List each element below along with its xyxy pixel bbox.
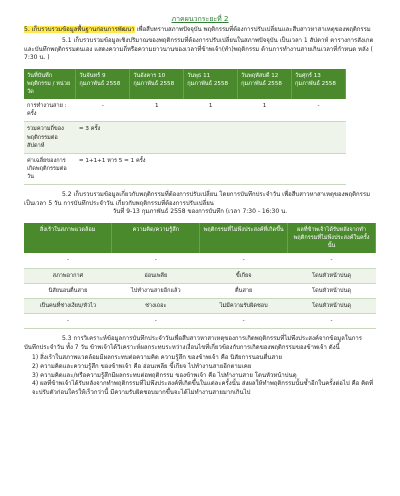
table-cell: โดนหัวหน้าบ่นดุ <box>288 298 376 313</box>
table1-header-cell: วันที่บันทึกพฤติกรรม / หน่วยวัด <box>24 69 76 99</box>
paragraph-5-2-date: วันที่ 9-13 กุมภาพันธ์ 2558 ของการบันทึก (เวลา 7:30 - 16:30 น. <box>112 208 288 216</box>
table1-header-cell: วันพุธ 11 กุมภาพันธ์ 2558 <box>184 69 238 99</box>
list-item: 4) ผลที่ข้าพเจ้าได้รับหลังจากทำพฤติกรรมที่ไม่พึงประสงค์ที่เกิดขึ้นในแต่ละครั้งนั้น ส่งผลให้ทำพฤติกรรมนั้นซ้ำอีกในครั้งต่อไป คือ คิดที่จะปรับตัวก่อนใครให้เร็วกว่านี้ มีความรับผิดชอบมากขึ้นจะได้ไม่ทำงานสายมากเกินไป <box>32 380 374 397</box>
paragraph-5-3: 5.3 การวิเคราะห์ข้อมูลการบันทึกประจำวันเพื่อสืบสาวหาสาเหตุของการเกิดพฤติกรรมที่ไม่พึงประสงค์จากข้อมูลในการบันทึกประจำวัน ทั้ง 7 วัน ข้าพเจ้าได้วิเคราะห์ผลกระทบระหว่างเงื่อนไขที่เกี่ยวข้องกับการเกิดของพฤติกรรมของข้าพเจ้า ดังนี้ <box>24 335 363 351</box>
table-cell: - <box>112 253 200 268</box>
section-5-heading-rest: เพื่อสืบทราบสภาพปัจจุบัน พฤติกรรมที่ต้องการปรับเปลี่ยนและสืบสาวหาสาเหตุของพฤติกรรม <box>134 26 371 34</box>
table-cell: 1 <box>184 99 238 122</box>
table-row <box>24 313 376 328</box>
table-cell: - <box>288 253 376 268</box>
table1-header-cell: วันจันทร์ 9 กุมภาพันธ์ 2558 <box>76 69 130 99</box>
table-cell: ไปทำงานสายอีกแล้ว <box>112 283 200 298</box>
behavior-frequency-table <box>24 69 346 185</box>
list-item: 3) ความคิดและ/หรือความรู้สึกมีผลกระทบต่อพฤติกรรม ของข้าพเจ้า คือ ไปทำงานสาย โดนหัวหน้าบ่นดุ <box>32 371 297 379</box>
paragraph-5-1: 5.1 เก็บรวบรวมข้อมูลเชิงปริมาณของพฤติกรรมที่ต้องการปรับเปลี่ยนในสภาพปัจจุบัน เป็นเวลา 1 สัปดาห์ ตารางการสังเกตและบันทึกพฤติกรรมตนเอง แสดงความถี่หรือความยาวนานของเวลาที่ข้าพเจ้า(ทำ)พฤติกรรม ด้านการทำงานสายเกินเวลาที่กำหนด หลัง ( 7:30 น. ) <box>24 36 374 62</box>
table-cell: โดนหัวหน้าบ่นดุ <box>288 268 376 283</box>
table-cell: การทำงานสาย : ครั้ง <box>24 99 76 122</box>
table-cell: 1 <box>238 99 292 122</box>
table-cell: = 3 ครั้ง <box>76 122 346 153</box>
table1-header-row <box>24 69 346 99</box>
section-5-heading <box>24 26 376 35</box>
table2-header-cell: ความคิด/ความรู้สึก <box>112 223 200 253</box>
table1-header-cell: วันพฤหัสบดี 12 กุมภาพันธ์ 2558 <box>238 69 292 99</box>
list-item: 1) สิ่งเร้าในสภาพแวดล้อมมีผลกระทบต่อความคิด ความรู้สึก ของข้าพเจ้า คือ นิสัยการนอนตื่นสาย <box>32 354 283 362</box>
paragraph-5-2: 5.2 เก็บรวบรวมข้อมูลเกี่ยวกับพฤติกรรมที่ต้องการปรับเปลี่ยน โดยการบันทึกประจำวัน เพื่อสืบสาวหาสาเหตุของพฤติกรรม เป็นเวลา 5 วัน การบันทึกประจำวัน เกี่ยวกับพฤติกรรมที่ต้องการปรับเปลี่ยน <box>24 191 371 207</box>
table-cell: = 1+1+1 หาร 5 = 1 ครั้ง <box>76 153 346 184</box>
table2-header-cell: ผลที่ข้าพเจ้าได้รับหลังจากทำพฤติกรรมที่ไม่พึงประสงค์ในครั้งนั้น <box>288 223 376 253</box>
table-cell: ช่างเถอะ <box>112 298 200 313</box>
table-cell: - <box>112 313 200 328</box>
table-row <box>24 298 376 313</box>
analysis-list <box>24 354 376 397</box>
table-cell: - <box>24 313 112 328</box>
table-cell: - <box>200 253 288 268</box>
table-cell: ไม่มีความรับผิดชอบ <box>200 298 288 313</box>
table-row <box>24 268 376 283</box>
table-cell: นิสัยนอนตื่นสาย <box>24 283 112 298</box>
table2-header-row <box>24 223 376 253</box>
section-5-highlight: 5. เก็บรวบรวมข้อมูลพื้นฐานก่อนการพัฒนา <box>24 26 135 34</box>
table-cell: - <box>200 313 288 328</box>
table-cell: สภาพอากาศ <box>24 268 112 283</box>
table-cell: - <box>288 313 376 328</box>
table1-header-cell: วันอังคาร 10 กุมภาพันธ์ 2558 <box>130 69 184 99</box>
table1-header-cell: วันศุกร์ 13 กุมภาพันธ์ 2558 <box>292 69 346 99</box>
table-row <box>24 122 346 153</box>
table2-header-cell: สิ่งเร้าในสภาพแวดล้อม <box>24 223 112 253</box>
table-cell: 1 <box>130 99 184 122</box>
table-cell: ค่าเฉลี่ยของการเกิดพฤติกรรมต่อวัน <box>24 153 76 184</box>
table-cell: เป็นคนที่ช่างเงียบ/หัวไว <box>24 298 112 313</box>
table-row <box>24 99 346 122</box>
table-cell: ขี้เกียจ <box>200 268 288 283</box>
table-cell: อ่อนเพลีย <box>112 268 200 283</box>
appendix-title: ภาคผนวกระยะที่ 2 <box>171 15 229 23</box>
table-cell: รวมความถี่ของพฤติกรรมต่อสัปดาห์ <box>24 122 76 153</box>
table2-header-cell: พฤติกรรมที่ไม่พึงประสงค์ที่เกิดขึ้น <box>200 223 288 253</box>
table-cell: โดนหัวหน้าบ่นดุ <box>288 283 376 298</box>
list-item: 2) ความคิดและความรู้สึก ของข้าพเจ้า คือ อ่อนเพลีย ขี้เกียจ ไปทำงานสายอีกตามเคย <box>32 363 252 371</box>
table-row <box>24 283 376 298</box>
table-cell: - <box>24 253 112 268</box>
table-cell: - <box>292 99 346 122</box>
diary-analysis-table <box>24 223 376 329</box>
table-row <box>24 153 346 184</box>
table-cell: - <box>76 99 130 122</box>
table-cell: ตื่นสาย <box>200 283 288 298</box>
table-row <box>24 253 376 268</box>
